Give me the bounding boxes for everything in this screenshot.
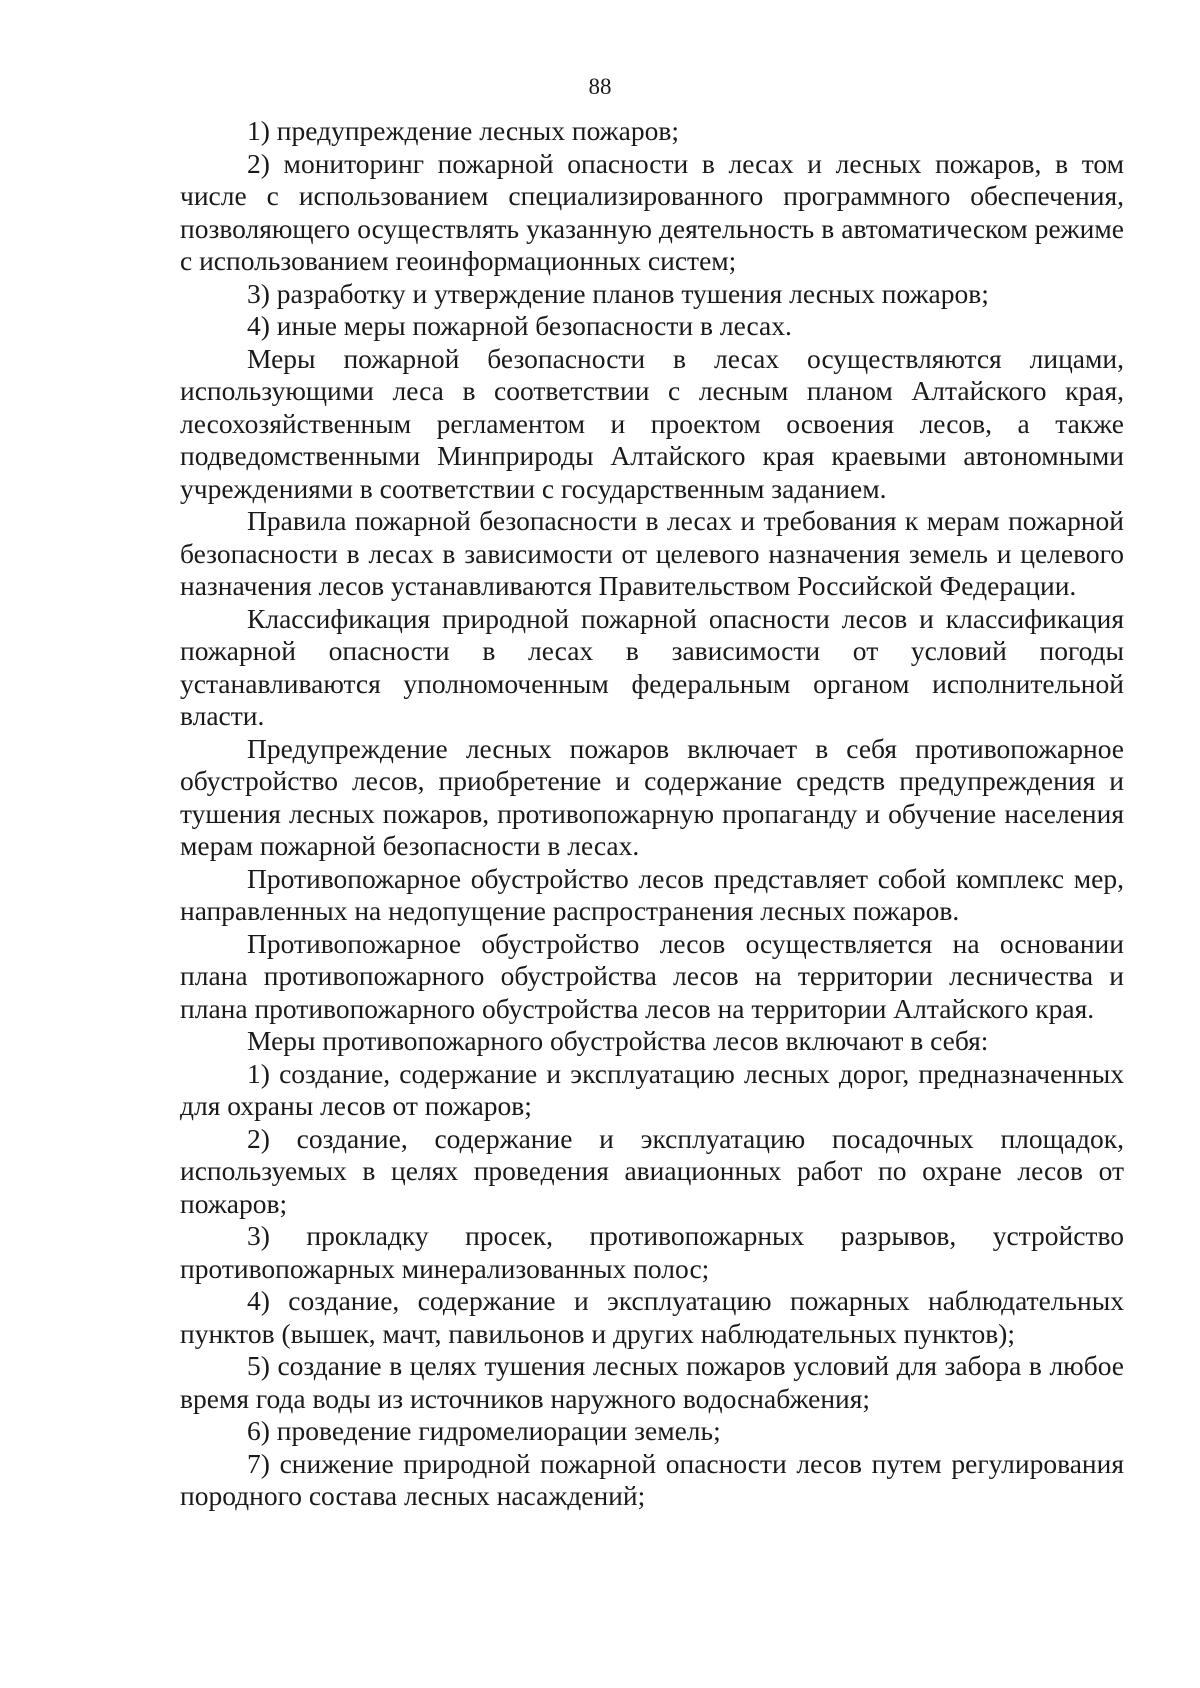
paragraph-measure-3: 3) прокладку просек, противопожарных разрывов, устройство противопожарных минерализованных полос; [180, 1220, 1124, 1284]
paragraph-measure-5: 5) создание в целях тушения лесных пожаров условий для забора в любое время года воды из источников наружного водоснабжения; [180, 1350, 1124, 1414]
paragraph-item-4: 4) иные меры пожарной безопасности в лесах. [247, 310, 792, 341]
paragraph-fire-rules: Правила пожарной безопасности в лесах и требования к мерам пожарной безопасности в лесах в зависимости от целевого назначения земель и целевого назначения лесов устанавливаются Правительством Российской Федерации. [180, 505, 1124, 601]
paragraph-item-1: 1) предупреждение лесных пожаров; [247, 115, 679, 146]
page-number: 88 [588, 74, 612, 99]
paragraph-measure-1: 1) создание, содержание и эксплуатацию лесных дорог, предназначенных для охраны лесов от пожаров; [180, 1057, 1124, 1121]
paragraph-fire-measures: Меры пожарной безопасности в лесах осуществляются лицами, использующими леса в соответствии с лесным планом Алтайского края, лесохозяйственным регламентом и проектом освоения лесов, а также подведомственными Минприроды Алтайского края краевыми автономными учреждениями в соответствии с государственным заданием. [180, 342, 1124, 504]
paragraph-measure-4: 4) создание, содержание и эксплуатацию пожарных наблюдательных пунктов (вышек, мачт, павильонов и других наблюдательных пунктов); [180, 1285, 1124, 1349]
paragraph-measure-2: 2) создание, содержание и эксплуатацию посадочных площадок, используемых в целях проведения авиационных работ по охране лесов от пожаров; [180, 1122, 1124, 1219]
paragraph-arrangement-definition: Противопожарное обустройство лесов представляет собой комплекс мер, направленных на недопущение распространения лесных пожаров. [180, 862, 1124, 926]
paragraph-classification: Классификация природной пожарной опасности лесов и классификация пожарной опасности в лесах в зависимости от условий погоды устанавливаются уполномоченным федеральным органом исполнительной власти. [180, 602, 1124, 731]
document-body [180, 115, 1124, 1513]
paragraph-arrangement-measures: Меры противопожарного обустройства лесов включают в себя: [247, 1025, 989, 1056]
paragraph-item-3: 3) разработку и утверждение планов тушения лесных пожаров; [247, 277, 989, 309]
paragraph-measure-6: 6) проведение гидромелиорации земель; [247, 1415, 721, 1446]
paragraph-measure-7: 7) снижение природной пожарной опасности лесов путем регулирования породного состава лесных насаждений; [180, 1447, 1124, 1511]
paragraph-prevention: Предупреждение лесных пожаров включает в себя противопожарное обустройство лесов, приобретение и содержание средств предупреждения и тушения лесных пожаров, противопожарную пропаганду и обучение населения мерам пожарной безопасности в лесах. [180, 732, 1124, 861]
paragraph-item-2: 2) мониторинг пожарной опасности в лесах и лесных пожаров, в том числе с использованием специализированного программного обеспечения, позволяющего осуществлять указанную деятельность в автоматическом режиме с использованием геоинформационных систем; [180, 147, 1124, 276]
paragraph-arrangement-basis: Противопожарное обустройство лесов осуществляется на основании плана противопожарного обустройства лесов на территории лесничества и плана противопожарного обустройства лесов на территории Алтайского края. [180, 927, 1124, 1024]
